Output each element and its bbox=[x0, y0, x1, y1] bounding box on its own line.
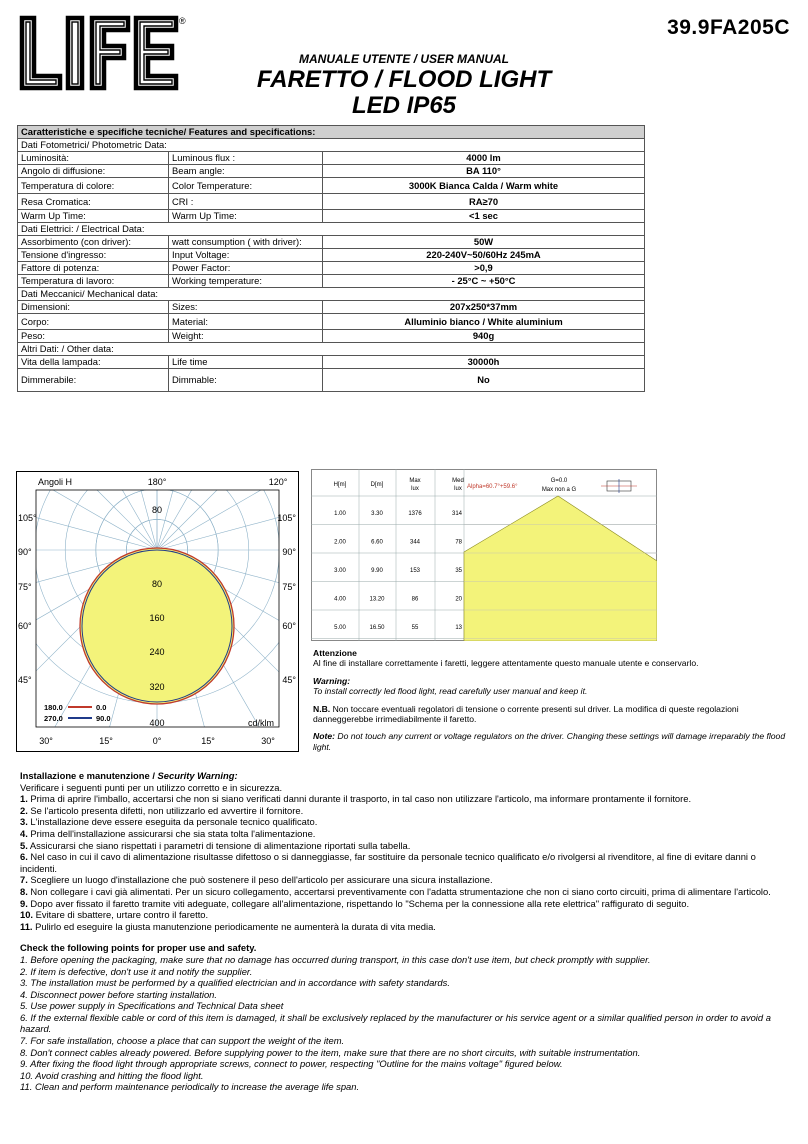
spec-section-title: Altri Dati: / Other data: bbox=[18, 343, 645, 356]
lux-column-header: Med bbox=[452, 478, 464, 484]
spec-label-it: Luminosità: bbox=[18, 152, 169, 165]
lux-cell: 2.00 bbox=[334, 539, 346, 546]
nb-label: N.B. bbox=[313, 703, 331, 714]
spec-label-en: Power Factor: bbox=[169, 262, 323, 275]
alpha-label: Alpha=60.7°+59.6° bbox=[467, 484, 518, 490]
instruction-number: 9. bbox=[20, 897, 28, 909]
spec-value: 50W bbox=[323, 236, 645, 249]
instruction-text: Nel caso in cui il cavo di alimentazione risultasse difettoso o si danneggiasse, far sostituire da personale tecnico qualificato e/o rivolgersi al rivenditore, al fine di evitare danni o incidenti. bbox=[20, 851, 756, 874]
spec-value: 940g bbox=[323, 330, 645, 343]
instruction-item bbox=[20, 805, 795, 817]
lux-cell: 4.00 bbox=[334, 596, 346, 603]
polar-label-left: 105° bbox=[18, 513, 37, 523]
spec-value: 220-240V~50/60Hz 245mA bbox=[323, 249, 645, 262]
manual-subtitle: MANUALE UTENTE / USER MANUAL bbox=[299, 52, 509, 66]
spec-row bbox=[18, 249, 645, 262]
lux-cell: 13 bbox=[455, 625, 462, 631]
spec-label-it: Temperatura di lavoro: bbox=[18, 275, 169, 288]
registered-mark: ® bbox=[179, 16, 186, 26]
instruction-item-en: 11. Clean and perform maintenance periodically to increase the average life span. bbox=[20, 1081, 360, 1093]
spec-label-it: Peso: bbox=[18, 330, 169, 343]
spec-section-row bbox=[18, 343, 645, 356]
product-title-line2: LED IP65 bbox=[351, 92, 457, 119]
polar-label-bottom: 30° bbox=[39, 736, 53, 746]
spec-value: 207x250*37mm bbox=[323, 301, 645, 314]
spec-section-title: Dati Meccanici/ Mechanical data: bbox=[18, 288, 645, 301]
instruction-item-en: 10. Avoid crashing and hitting the flood light. bbox=[20, 1069, 204, 1081]
spec-section-title: Dati Fotometrici/ Photometric Data: bbox=[18, 139, 645, 152]
instruction-item-en: 8. Don't connect cables already powered. Before supplying power to the item, make sure that there are no short circuits, with suitable instrumentation. bbox=[20, 1046, 641, 1058]
spec-row bbox=[18, 275, 645, 288]
spec-row bbox=[18, 152, 645, 165]
spec-label-en: Color Temperature: bbox=[169, 178, 323, 194]
check-title: Check the following points for proper use and safety. bbox=[20, 942, 257, 954]
polar-label-right: 75° bbox=[282, 582, 296, 592]
lux-cell: 86 bbox=[411, 596, 419, 603]
install-title: Installazione e manutenzione / bbox=[20, 770, 158, 781]
polar-label-right: 60° bbox=[282, 621, 296, 631]
instruction-text: Se l'articolo presenta difetti, non utilizzarlo ed avvertire il fornitore. bbox=[27, 804, 304, 816]
polar-label-left: 90° bbox=[18, 547, 32, 557]
spec-row bbox=[18, 262, 645, 275]
spec-table bbox=[17, 125, 645, 392]
spec-label-it: Resa Cromatica: bbox=[18, 194, 169, 210]
instruction-item bbox=[20, 840, 795, 852]
instruction-item bbox=[20, 921, 795, 933]
instruction-number: 5. bbox=[20, 839, 28, 851]
warning-text: To install correctly led flood light, read carefully user manual and keep it. bbox=[313, 686, 588, 697]
lux-column-header: lux bbox=[454, 486, 462, 492]
instruction-item-en: 1. Before opening the packaging, make sure that no damage has occurred during transport, in this case don't use item, but check promptly with supplier. bbox=[20, 953, 651, 965]
polar-label-bottom: 15° bbox=[201, 736, 215, 746]
spec-label-it: Angolo di diffusione: bbox=[18, 165, 169, 178]
spec-label-it: Warm Up Time: bbox=[18, 210, 169, 223]
lux-cell: 3.00 bbox=[334, 568, 346, 574]
instruction-item-en: 7. For safe installation, choose a place that can support the weight of the item. bbox=[20, 1035, 345, 1047]
spec-header: Caratteristiche e specifiche tecniche/ Features and specifications: bbox=[18, 126, 645, 139]
spec-section-row bbox=[18, 223, 645, 236]
attention-text: Al fine di installare correttamente i faretti, leggere attentamente questo manuale utente e conservarlo. bbox=[313, 658, 699, 669]
spec-row bbox=[18, 369, 645, 392]
lux-cell: 314 bbox=[451, 511, 462, 517]
lux-column-header: lux bbox=[411, 486, 419, 492]
polar-label-right: 45° bbox=[282, 675, 296, 685]
lux-cell: 35 bbox=[455, 568, 462, 574]
spec-row bbox=[18, 210, 645, 223]
lux-column-header: Max bbox=[409, 478, 421, 484]
spec-row bbox=[18, 236, 645, 249]
lux-cell: 55 bbox=[411, 625, 419, 631]
instruction-text: Assicurarsi che siano rispettati i parametri di tensione di alimentazione riportati sulla tabella. bbox=[27, 839, 411, 851]
spec-value: - 25°C ~ +50°C bbox=[323, 275, 645, 288]
lux-cell: 20 bbox=[455, 596, 462, 603]
lux-cell: 3.30 bbox=[371, 511, 383, 517]
spec-label-en: Material: bbox=[169, 314, 323, 330]
spec-label-it: Tensione d'ingresso: bbox=[18, 249, 169, 262]
spec-header-row bbox=[18, 126, 645, 139]
instruction-item-en: 6. If the external flexible cable or cord of this item is damaged, it shall be exclusively replaced by the manufacturer or his service agent or a similar qualified person in order to avoid a hazard. bbox=[20, 1011, 771, 1035]
spec-row bbox=[18, 356, 645, 369]
spec-row bbox=[18, 178, 645, 194]
polar-label-top: 120° bbox=[268, 477, 288, 487]
installation-instructions bbox=[20, 770, 795, 1093]
instruction-number: 10. bbox=[20, 909, 34, 921]
instruction-text: Non collegare i cavi già alimentati. Per un sicuro collegamento, accertarsi preventivamente con l'adatta strumentazione che non ci siano corto circuiti, prima di alimentare l'articolo. bbox=[27, 885, 771, 897]
polar-label-bottom: 30° bbox=[261, 736, 275, 746]
spec-value: RA≥70 bbox=[323, 194, 645, 210]
spec-label-it: Assorbimento (con driver): bbox=[18, 236, 169, 249]
spec-row bbox=[18, 301, 645, 314]
product-title: FARETTO / FLOOD LIGHT bbox=[256, 66, 552, 93]
instruction-text: Prima di aprire l'imballo, accertarsi che non si siano verificati danni durante il trasporto, in tal caso non utilizzare l'articolo, ma informare prontamente il fornitore. bbox=[27, 793, 692, 805]
polar-diagram bbox=[16, 471, 299, 752]
install-intro: Verificare i seguenti punti per un utilizzo corretto e in sicurezza. bbox=[20, 781, 283, 793]
lux-cell: 16.50 bbox=[369, 625, 385, 631]
spec-row bbox=[18, 194, 645, 210]
polar-radial-label: 80 bbox=[151, 579, 163, 589]
instruction-item-en: 4. Disconnect power before starting installation. bbox=[20, 988, 217, 1000]
instruction-text: L'installazione deve essere eseguita da personale tecnico qualificato. bbox=[27, 816, 318, 828]
lux-cell: 5.00 bbox=[334, 625, 346, 631]
g-label: G=0.0 bbox=[550, 478, 568, 484]
instruction-text: Dopo aver fissato il faretto tramite viti adeguate, collegare all'alimentazione, rispettando lo "Schema per la connessione alla rete elettrica" raffigurato di seguito. bbox=[27, 897, 690, 909]
spec-label-en: Life time bbox=[169, 356, 323, 369]
legend-label: 270.0 bbox=[44, 714, 63, 723]
legend-label: 180.0 bbox=[44, 703, 63, 712]
spec-section-title: Dati Elettrici: / Electrical Data: bbox=[18, 223, 645, 236]
spec-row bbox=[18, 165, 645, 178]
lux-cell: 6.60 bbox=[371, 539, 383, 546]
lux-cell: 1.00 bbox=[334, 511, 346, 517]
polar-unit: cd/klm bbox=[247, 718, 274, 728]
warning-title: Warning: bbox=[313, 675, 351, 686]
lux-cell: 78 bbox=[455, 539, 462, 546]
instruction-text: Scegliere un luogo d'installazione che può sostenere il peso dell'articolo per assicurare una sicura installazione. bbox=[27, 874, 493, 886]
spec-section-row bbox=[18, 139, 645, 152]
polar-label-left: 60° bbox=[18, 621, 32, 631]
polar-label-left: 75° bbox=[18, 582, 32, 592]
spec-section-row bbox=[18, 288, 645, 301]
instruction-item bbox=[20, 828, 795, 840]
instruction-number: 3. bbox=[20, 816, 28, 828]
polar-title: Angoli H bbox=[38, 477, 73, 487]
spec-value: BA 110° bbox=[323, 165, 645, 178]
spec-label-en: CRI : bbox=[169, 194, 323, 210]
lux-cell: 1376 bbox=[408, 511, 422, 517]
instruction-number: 11. bbox=[20, 920, 33, 932]
note-text: Do not touch any current or voltage regulators on the driver. Changing these settings will damage irreparably the flood light. bbox=[313, 731, 786, 752]
lux-column-header: H[m] bbox=[333, 482, 347, 488]
lux-cell: 13.20 bbox=[369, 596, 385, 603]
spec-label-it: Fattore di potenza: bbox=[18, 262, 169, 275]
spec-value: Alluminio bianco / White aluminium bbox=[323, 314, 645, 330]
spec-label-it: Temperatura di colore: bbox=[18, 178, 169, 194]
spec-value: >0,9 bbox=[323, 262, 645, 275]
legend-value: 0.0 bbox=[96, 703, 107, 712]
note-label: Note: bbox=[313, 731, 335, 742]
attention-title: Attenzione bbox=[313, 648, 357, 658]
polar-label-bottom: 0° bbox=[152, 736, 162, 746]
instruction-item-en: 9. After fixing the flood light through appropriate screws, connect to power, respecting "Outline for the mains voltage" figured below. bbox=[20, 1058, 563, 1070]
legend-value: 90.0 bbox=[96, 714, 111, 723]
spec-label-en: Working temperature: bbox=[169, 275, 323, 288]
instruction-number: 6. bbox=[20, 851, 28, 863]
instruction-number: 4. bbox=[20, 827, 28, 839]
instruction-text: Evitare di sbattere, urtare contro il faretto. bbox=[33, 909, 209, 921]
lux-column-header: D[m] bbox=[370, 482, 384, 488]
instruction-item-en: 2. If item is defective, don't use it and notify the supplier. bbox=[20, 965, 253, 977]
spec-label-it: Vita della lampada: bbox=[18, 356, 169, 369]
spec-value: 30000h bbox=[323, 356, 645, 369]
illuminance-diagram bbox=[311, 469, 657, 641]
spec-label-en: Beam angle: bbox=[169, 165, 323, 178]
spec-value: No bbox=[323, 369, 645, 392]
spec-value: 3000K Bianca Calda / Warm white bbox=[323, 178, 645, 194]
instruction-number: 8. bbox=[20, 885, 28, 897]
spec-value: 4000 lm bbox=[323, 152, 645, 165]
lux-cell: 9.90 bbox=[371, 568, 383, 574]
distribution-curve-c0 bbox=[80, 548, 234, 704]
polar-label-right: 90° bbox=[282, 547, 296, 557]
spec-row bbox=[18, 330, 645, 343]
instruction-item-en: 3. The installation must be performed by a qualified electrician and in accordance with safety standards. bbox=[20, 977, 450, 989]
nb-text: Non toccare eventuali regolatori di tensione o corrente presenti sul driver. La modifica di queste regolazioni danneggerebbe irrimediabilmente il faretto. bbox=[313, 703, 739, 725]
instruction-item bbox=[20, 874, 795, 886]
max-label: Max non a G bbox=[541, 487, 577, 493]
polar-radial-label: 80 bbox=[151, 505, 163, 515]
product-code: 39.9FA205C bbox=[667, 16, 790, 39]
attention-notes bbox=[313, 648, 793, 759]
instruction-item bbox=[20, 816, 795, 828]
instruction-item bbox=[20, 886, 795, 898]
spec-label-en: Luminous flux : bbox=[169, 152, 323, 165]
spec-label-en: Warm Up Time: bbox=[169, 210, 323, 223]
spec-label-en: Input Voltage: bbox=[169, 249, 323, 262]
italian-instructions-list bbox=[20, 793, 795, 932]
polar-label-bottom: 15° bbox=[99, 736, 113, 746]
spec-label-en: Weight: bbox=[169, 330, 323, 343]
lux-cell: 344 bbox=[409, 539, 421, 546]
spec-label-it: Dimensioni: bbox=[18, 301, 169, 314]
instruction-number: 2. bbox=[20, 804, 28, 816]
spec-label-it: Dimmerabile: bbox=[18, 369, 169, 392]
instruction-number: 7. bbox=[20, 874, 28, 886]
instruction-item bbox=[20, 793, 795, 805]
polar-radial-label: 160 bbox=[149, 613, 165, 623]
spec-label-en: Sizes: bbox=[169, 301, 323, 314]
instruction-item-en: 5. Use power supply in Specifications and Technical Data sheet bbox=[20, 1000, 284, 1012]
polar-radial-label: 320 bbox=[149, 682, 165, 692]
spec-label-en: watt consumption ( with driver): bbox=[169, 236, 323, 249]
security-warning-title: Security Warning: bbox=[157, 770, 238, 781]
spec-value: <1 sec bbox=[323, 210, 645, 223]
instruction-item bbox=[20, 898, 795, 910]
spec-label-it: Corpo: bbox=[18, 314, 169, 330]
english-instructions-list bbox=[20, 954, 795, 1093]
polar-label-left: 45° bbox=[18, 675, 32, 685]
polar-label-top: 180° bbox=[147, 477, 167, 487]
instruction-text: Pulirlo ed eseguire la giusta manutenzione periodicamente ne aumenterà la durata di vita media. bbox=[32, 920, 436, 932]
polar-label-right: 105° bbox=[277, 513, 296, 523]
spec-row bbox=[18, 314, 645, 330]
spec-label-en: Dimmable: bbox=[169, 369, 323, 392]
instruction-item bbox=[20, 909, 795, 921]
polar-radial-label: 400 bbox=[149, 718, 165, 728]
lux-cell: 153 bbox=[409, 568, 421, 574]
polar-radial-label: 240 bbox=[149, 647, 165, 657]
instruction-text: Prima dell'installazione assicurarsi che sia stata tolta l'alimentazione. bbox=[27, 827, 316, 839]
instruction-item bbox=[20, 851, 795, 874]
instruction-number: 1. bbox=[20, 793, 28, 805]
